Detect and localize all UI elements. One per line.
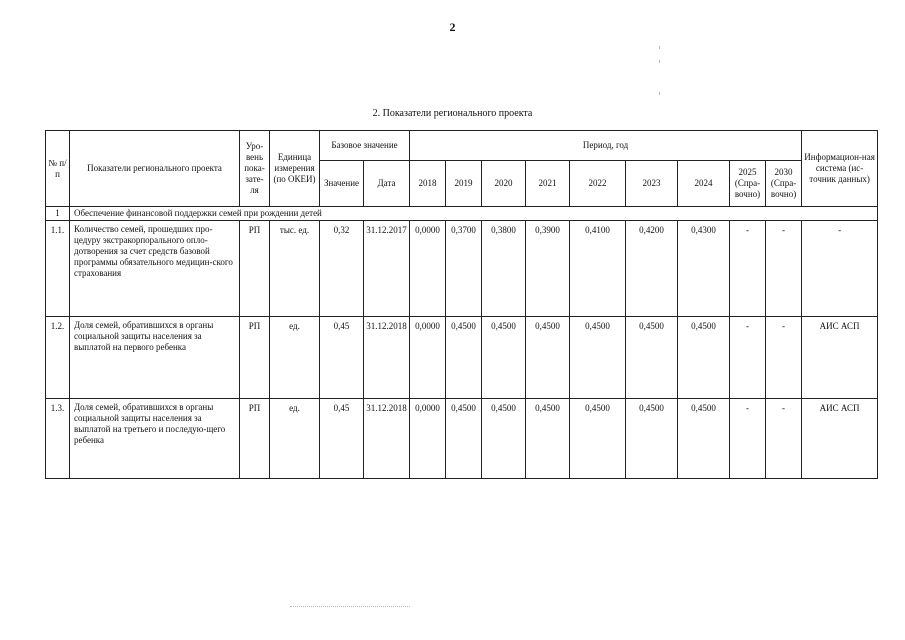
row-value-2022: 0,4100 — [570, 221, 626, 317]
header-year-2024: 2024 — [678, 161, 730, 207]
row-value-2030: - — [766, 221, 802, 317]
row-unit: ед. — [270, 399, 320, 479]
scan-artifact-line — [290, 606, 410, 609]
row-value-2019: 0,3700 — [446, 221, 482, 317]
header-indicator: Показатели регионального проекта — [70, 131, 240, 207]
header-year-2030: 2030 (Спра-вочно) — [766, 161, 802, 207]
row-level: РП — [240, 317, 270, 399]
row-value-2023: 0,4500 — [626, 399, 678, 479]
row-value-2021: 0,3900 — [526, 221, 570, 317]
row-value-2020: 0,3800 — [482, 221, 526, 317]
row-value-2018: 0,0000 — [410, 399, 446, 479]
header-base-value: Значение — [320, 161, 364, 207]
row-base-value: 0,45 — [320, 399, 364, 479]
row-value-2030: - — [766, 317, 802, 399]
row-value-2019: 0,4500 — [446, 399, 482, 479]
row-value-2018: 0,0000 — [410, 221, 446, 317]
row-base-date: 31.12.2018 — [364, 399, 410, 479]
row-indicator: Доля семей, обратившихся в органы социальной защиты населения за выплатой на третьего и последую-щего ребенка — [70, 399, 240, 479]
row-base-date: 31.12.2017 — [364, 221, 410, 317]
indicators-table — [45, 130, 878, 479]
row-value-2022: 0,4500 — [570, 317, 626, 399]
row-value-2024: 0,4500 — [678, 399, 730, 479]
header-level: Уро-вень пока-зате-ля — [240, 131, 270, 207]
header-info-system: Информацион-ная система (ис-точник данных) — [802, 131, 878, 207]
group-num: 1 — [46, 207, 70, 221]
row-base-value: 0,45 — [320, 317, 364, 399]
row-value-2019: 0,4500 — [446, 317, 482, 399]
header-year-2018: 2018 — [410, 161, 446, 207]
header-year-2021: 2021 — [526, 161, 570, 207]
group-row — [46, 207, 878, 221]
row-value-2023: 0,4200 — [626, 221, 678, 317]
header-year-2020: 2020 — [482, 161, 526, 207]
header-num: № п/п — [46, 131, 70, 207]
scan-mark — [659, 60, 660, 63]
scan-mark — [659, 46, 660, 49]
row-value-2025: - — [730, 317, 766, 399]
row-unit: тыс. ед. — [270, 221, 320, 317]
row-num: 1.2. — [46, 317, 70, 399]
header-year-2019: 2019 — [446, 161, 482, 207]
row-base-value: 0,32 — [320, 221, 364, 317]
scan-mark — [659, 92, 660, 95]
section-title: 2. Показатели регионального проекта — [372, 108, 533, 119]
row-indicator: Доля семей, обратившихся в органы социальной защиты населения за выплатой на первого ребенка — [70, 317, 240, 399]
row-num: 1.3. — [46, 399, 70, 479]
row-value-2021: 0,4500 — [526, 399, 570, 479]
header-base: Базовое значение — [320, 131, 410, 161]
row-unit: ед. — [270, 317, 320, 399]
row-value-2025: - — [730, 399, 766, 479]
row-value-2020: 0,4500 — [482, 317, 526, 399]
row-value-2021: 0,4500 — [526, 317, 570, 399]
row-info-system: - — [802, 221, 878, 317]
row-num: 1.1. — [46, 221, 70, 317]
row-info-system: АИС АСП — [802, 399, 878, 479]
header-year-2025: 2025 (Спра-вочно) — [730, 161, 766, 207]
table-row — [46, 221, 878, 317]
row-base-date: 31.12.2018 — [364, 317, 410, 399]
page-number: 2 — [449, 20, 456, 34]
table-row — [46, 317, 878, 399]
row-value-2023: 0,4500 — [626, 317, 678, 399]
header-base-date: Дата — [364, 161, 410, 207]
header-period: Период, год — [410, 131, 802, 161]
row-value-2022: 0,4500 — [570, 399, 626, 479]
row-level: РП — [240, 221, 270, 317]
row-info-system: АИС АСП — [802, 317, 878, 399]
header-unit: Единица измерения (по ОКЕИ) — [270, 131, 320, 207]
row-indicator: Количество семей, прошедших про-цедуру экстракорпорального опло-дотворения за счет средств базовой программы обязательного медицин-ского страхования — [70, 221, 240, 317]
row-value-2030: - — [766, 399, 802, 479]
row-value-2018: 0,0000 — [410, 317, 446, 399]
header-year-2022: 2022 — [570, 161, 626, 207]
row-value-2024: 0,4500 — [678, 317, 730, 399]
row-value-2024: 0,4300 — [678, 221, 730, 317]
table-row — [46, 399, 878, 479]
row-level: РП — [240, 399, 270, 479]
row-value-2025: - — [730, 221, 766, 317]
group-title: Обеспечение финансовой поддержки семей при рождении детей — [70, 207, 878, 221]
row-value-2020: 0,4500 — [482, 399, 526, 479]
header-year-2023: 2023 — [626, 161, 678, 207]
